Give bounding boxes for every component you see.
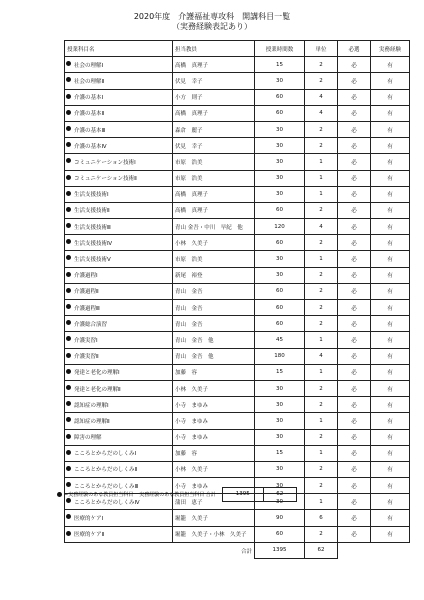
subject-label: 介護実習Ⅰ — [74, 337, 98, 344]
subject-cell — [65, 235, 173, 251]
hours-cell: 30 — [255, 461, 305, 477]
total-credits: 62 — [305, 542, 338, 558]
required-cell: 必 — [338, 186, 371, 202]
required-cell: 必 — [338, 121, 371, 137]
subject-label: 社会の理解Ⅱ — [74, 78, 105, 85]
required-cell: 必 — [338, 445, 371, 461]
experience-cell: 有 — [371, 283, 410, 299]
table-row — [65, 89, 410, 105]
table-row — [65, 429, 410, 445]
experience-cell: 有 — [371, 89, 410, 105]
hours-cell: 30 — [255, 138, 305, 154]
credits-cell: 4 — [305, 89, 338, 105]
experience-cell: 有 — [371, 510, 410, 526]
required-cell: 必 — [338, 429, 371, 445]
subject-cell — [65, 413, 173, 429]
required-cell: 必 — [338, 348, 371, 364]
subject-label: 介護過程Ⅲ — [74, 305, 100, 312]
credits-cell: 2 — [305, 283, 338, 299]
experience-marker-icon — [66, 531, 71, 536]
teacher-cell: 高橋 真理子 — [173, 57, 255, 73]
credits-cell: 1 — [305, 186, 338, 202]
required-cell: 必 — [338, 251, 371, 267]
table-row — [65, 251, 410, 267]
subject-label: 生活支援技術Ⅱ — [74, 208, 110, 215]
required-cell: 必 — [338, 267, 371, 283]
subject-label: こころとからだのしくみⅣ — [74, 499, 140, 506]
hours-cell: 60 — [255, 316, 305, 332]
hours-cell: 180 — [255, 348, 305, 364]
subject-cell — [65, 397, 173, 413]
teacher-cell: 小方 則子 — [173, 89, 255, 105]
subject-cell — [65, 510, 173, 526]
experience-cell: 有 — [371, 105, 410, 121]
subject-label: こころとからだのしくみⅢ — [74, 483, 139, 490]
table-row — [65, 73, 410, 89]
experience-cell: 有 — [371, 380, 410, 396]
subject-label: 認知症の理解Ⅰ — [74, 402, 109, 409]
experience-cell: 有 — [371, 461, 410, 477]
teacher-cell: 高橋 真理子 — [173, 186, 255, 202]
hours-cell: 120 — [255, 219, 305, 235]
experience-marker-icon — [66, 288, 71, 293]
experience-cell: 有 — [371, 300, 410, 316]
subject-cell — [65, 57, 173, 73]
experience-cell: 有 — [371, 57, 410, 73]
experience-marker-icon — [66, 417, 71, 422]
experience-marker-icon — [66, 401, 71, 406]
table-row — [65, 186, 410, 202]
course-table — [64, 40, 410, 559]
credits-cell: 2 — [305, 429, 338, 445]
subject-cell — [65, 105, 173, 121]
hours-cell: 45 — [255, 332, 305, 348]
hours-cell: 90 — [255, 510, 305, 526]
hours-cell: 60 — [255, 202, 305, 218]
table-row — [65, 267, 410, 283]
subject-label: 介護過程Ⅰ — [74, 273, 98, 280]
credits-cell: 1 — [305, 413, 338, 429]
hours-cell: 30 — [255, 397, 305, 413]
table-row — [65, 364, 410, 380]
required-cell: 必 — [338, 283, 371, 299]
header-required: 必選 — [338, 41, 371, 57]
subject-label: 医療的ケアⅠ — [74, 516, 104, 523]
subject-label: コミュニケーション技術Ⅰ — [74, 159, 136, 166]
subject-label: こころとからだのしくみⅡ — [74, 467, 138, 474]
subject-cell — [65, 251, 173, 267]
experience-marker-icon — [66, 434, 71, 439]
table-row — [65, 510, 410, 526]
credits-cell: 2 — [305, 267, 338, 283]
hours-cell: 30 — [255, 73, 305, 89]
required-cell: 必 — [338, 526, 371, 542]
table-row — [65, 283, 410, 299]
teacher-cell: 青山 金吾 — [173, 300, 255, 316]
subject-cell — [65, 332, 173, 348]
subject-label: 認知症の理解Ⅱ — [74, 418, 110, 425]
subject-cell — [65, 267, 173, 283]
hours-cell: 60 — [255, 235, 305, 251]
experience-cell: 有 — [371, 526, 410, 542]
credits-cell: 1 — [305, 170, 338, 186]
experience-marker-icon — [66, 158, 71, 163]
hours-cell: 60 — [255, 105, 305, 121]
table-row — [65, 170, 410, 186]
subject-label: 発達と老化の理解Ⅱ — [74, 386, 121, 393]
subject-cell — [65, 300, 173, 316]
hours-cell: 30 — [255, 170, 305, 186]
teacher-cell: 青山 金吾 他 — [173, 348, 255, 364]
table-row — [65, 300, 410, 316]
experience-cell: 有 — [371, 138, 410, 154]
subject-label: 介護総合演習 — [74, 321, 108, 328]
required-cell: 必 — [338, 300, 371, 316]
experience-marker-icon — [66, 353, 71, 358]
legend-hours: 1395 — [222, 487, 264, 502]
experience-marker-icon — [66, 320, 71, 325]
teacher-cell: 高橋 真理子 — [173, 202, 255, 218]
table-row — [65, 445, 410, 461]
teacher-cell: 青山 金吾 他 — [173, 332, 255, 348]
credits-cell: 1 — [305, 154, 338, 170]
total-blank — [65, 542, 173, 558]
subject-cell — [65, 283, 173, 299]
experience-cell: 有 — [371, 73, 410, 89]
teacher-cell: 森倉 麗子 — [173, 121, 255, 137]
subject-label: 介護実習Ⅱ — [74, 354, 99, 361]
subject-label: 介護の基本Ⅰ — [74, 95, 104, 102]
subject-cell — [65, 364, 173, 380]
subject-cell — [65, 186, 173, 202]
experience-marker-icon — [66, 255, 71, 260]
header-credits: 単位 — [305, 41, 338, 57]
required-cell: 必 — [338, 461, 371, 477]
experience-marker-icon — [66, 126, 71, 131]
subject-label: 医療的ケアⅡ — [74, 532, 105, 539]
teacher-cell: 市原 浩美 — [173, 170, 255, 186]
required-cell: 必 — [338, 332, 371, 348]
teacher-cell: 堀籠 久美子・小林 久美子 — [173, 526, 255, 542]
hours-cell: 60 — [255, 526, 305, 542]
required-cell: 必 — [338, 510, 371, 526]
table-row — [65, 121, 410, 137]
table-row — [65, 380, 410, 396]
teacher-cell: 小林 久美子 — [173, 235, 255, 251]
experience-marker-icon — [66, 466, 71, 471]
table-header-row — [65, 41, 410, 57]
hours-cell: 15 — [255, 364, 305, 380]
experience-marker-icon — [66, 272, 71, 277]
experience-cell: 有 — [371, 332, 410, 348]
subject-label: コミュニケーション技術Ⅱ — [74, 176, 137, 183]
page-title: 2020年度 介護福祉専攻科 開講科目一覧 — [133, 12, 291, 21]
required-cell: 必 — [338, 494, 371, 510]
experience-marker-icon — [66, 77, 71, 82]
hours-cell: 30 — [255, 429, 305, 445]
required-cell: 必 — [338, 170, 371, 186]
table-row — [65, 316, 410, 332]
subject-cell — [65, 429, 173, 445]
header-experience: 実務経験 — [371, 41, 410, 57]
credits-cell: 4 — [305, 348, 338, 364]
experience-marker-icon — [66, 110, 71, 115]
credits-cell: 2 — [305, 380, 338, 396]
subject-cell — [65, 73, 173, 89]
credits-cell: 4 — [305, 105, 338, 121]
table-row — [65, 461, 410, 477]
teacher-cell: 青山 金吾 — [173, 283, 255, 299]
experience-marker-icon — [66, 191, 71, 196]
experience-marker-icon — [66, 175, 71, 180]
required-cell: 必 — [338, 154, 371, 170]
experience-marker-icon — [66, 450, 71, 455]
table-row — [65, 202, 410, 218]
experience-cell: 有 — [371, 348, 410, 364]
teacher-cell: 堀籠 久美子 — [173, 510, 255, 526]
legend — [57, 487, 297, 501]
subject-label: 生活支援技術Ⅳ — [74, 240, 113, 247]
hours-cell: 15 — [255, 445, 305, 461]
subject-label: こころとからだのしくみⅠ — [74, 451, 137, 458]
subject-cell — [65, 461, 173, 477]
experience-marker-icon — [57, 492, 62, 497]
subject-cell — [65, 380, 173, 396]
hours-cell: 60 — [255, 300, 305, 316]
experience-marker-icon — [66, 336, 71, 341]
teacher-cell: 新尾 裕登 — [173, 267, 255, 283]
credits-cell: 1 — [305, 364, 338, 380]
subject-cell — [65, 316, 173, 332]
credits-cell: 2 — [305, 526, 338, 542]
required-cell: 必 — [338, 138, 371, 154]
experience-cell: 有 — [371, 429, 410, 445]
required-cell: 必 — [338, 105, 371, 121]
experience-cell: 有 — [371, 251, 410, 267]
required-cell: 必 — [338, 364, 371, 380]
experience-cell: 有 — [371, 154, 410, 170]
total-label: 合計 — [240, 548, 252, 555]
total-hours: 1395 — [255, 542, 305, 558]
subject-label: 介護過程Ⅱ — [74, 289, 99, 296]
subject-cell — [65, 202, 173, 218]
table-row — [65, 526, 410, 542]
subject-label: 生活支援技術Ⅲ — [74, 224, 111, 231]
legend-text: =実務経験のある教員担当科目 — [64, 491, 134, 498]
subject-label: 障害の理解 — [74, 435, 102, 442]
subject-cell — [65, 170, 173, 186]
experience-cell: 有 — [371, 478, 410, 494]
experience-cell: 有 — [371, 219, 410, 235]
table-row — [65, 57, 410, 73]
subject-label: 発達と老化の理解Ⅰ — [74, 370, 120, 377]
experience-cell: 有 — [371, 121, 410, 137]
subject-cell — [65, 348, 173, 364]
hours-cell: 30 — [255, 121, 305, 137]
subject-label: 社会の理解Ⅰ — [74, 62, 104, 69]
teacher-cell: 加藤 容 — [173, 364, 255, 380]
hours-cell: 30 — [255, 494, 305, 510]
teacher-cell: 小林 久美子 — [173, 461, 255, 477]
experience-cell: 有 — [371, 494, 410, 510]
credits-cell: 2 — [305, 121, 338, 137]
subject-label: 生活支援技術Ⅰ — [74, 192, 109, 199]
legend-subtotal-label: 実務経験のある教員担当科目 合計 — [139, 491, 216, 498]
required-cell: 必 — [338, 316, 371, 332]
subject-cell — [65, 138, 173, 154]
subject-cell — [65, 219, 173, 235]
credits-cell: 2 — [305, 461, 338, 477]
required-cell: 必 — [338, 413, 371, 429]
experience-marker-icon — [66, 61, 71, 66]
teacher-cell: 小寺 まゆみ — [173, 478, 255, 494]
experience-marker-icon — [66, 94, 71, 99]
credits-cell: 2 — [305, 202, 338, 218]
credits-cell: 2 — [305, 397, 338, 413]
teacher-cell: 小寺 まゆみ — [173, 429, 255, 445]
teacher-cell: 加藤 容 — [173, 445, 255, 461]
experience-cell: 有 — [371, 170, 410, 186]
hours-cell: 15 — [255, 57, 305, 73]
experience-cell: 有 — [371, 397, 410, 413]
experience-marker-icon — [66, 223, 71, 228]
teacher-cell: 青山 金吾 — [173, 316, 255, 332]
subject-cell — [65, 445, 173, 461]
required-cell: 必 — [338, 397, 371, 413]
table-row — [65, 219, 410, 235]
credits-cell: 2 — [305, 235, 338, 251]
table-row — [65, 332, 410, 348]
required-cell: 必 — [338, 380, 371, 396]
credits-cell: 6 — [305, 510, 338, 526]
experience-marker-icon — [66, 385, 71, 390]
subject-cell — [65, 526, 173, 542]
table-row — [65, 105, 410, 121]
table-row — [65, 348, 410, 364]
total-blank — [338, 542, 371, 558]
required-cell: 必 — [338, 89, 371, 105]
credits-cell: 4 — [305, 219, 338, 235]
required-cell: 必 — [338, 202, 371, 218]
required-cell: 必 — [338, 219, 371, 235]
teacher-cell: 小寺 まゆみ — [173, 397, 255, 413]
subject-cell — [65, 89, 173, 105]
credits-cell: 2 — [305, 300, 338, 316]
hours-cell: 30 — [255, 267, 305, 283]
credits-cell: 2 — [305, 57, 338, 73]
hours-cell: 30 — [255, 380, 305, 396]
hours-cell: 30 — [255, 154, 305, 170]
credits-cell: 1 — [305, 445, 338, 461]
hours-cell: 60 — [255, 283, 305, 299]
required-cell: 必 — [338, 478, 371, 494]
experience-cell: 有 — [371, 235, 410, 251]
credits-cell: 2 — [305, 73, 338, 89]
experience-cell: 有 — [371, 186, 410, 202]
experience-marker-icon — [66, 142, 71, 147]
teacher-cell: 小林 久美子 — [173, 380, 255, 396]
teacher-cell: 高橋 真理子 — [173, 105, 255, 121]
experience-cell: 有 — [371, 445, 410, 461]
total-row — [65, 542, 410, 558]
experience-marker-icon — [66, 207, 71, 212]
experience-cell: 有 — [371, 267, 410, 283]
experience-marker-icon — [66, 369, 71, 374]
teacher-cell: 青山 金吾・中川 早紀 他 — [173, 219, 255, 235]
table-row — [65, 154, 410, 170]
table-row — [65, 235, 410, 251]
table-row — [65, 397, 410, 413]
teacher-cell: 市原 浩美 — [173, 154, 255, 170]
subject-label: 生活支援技術Ⅴ — [74, 257, 111, 264]
subject-label: 介護の基本Ⅳ — [74, 143, 107, 150]
required-cell: 必 — [338, 235, 371, 251]
teacher-cell: 伏見 幸子 — [173, 138, 255, 154]
credits-cell: 2 — [305, 316, 338, 332]
required-cell: 必 — [338, 73, 371, 89]
experience-marker-icon — [66, 239, 71, 244]
subject-cell — [65, 154, 173, 170]
experience-marker-icon — [66, 304, 71, 309]
header-subject: 授業科目名 — [65, 41, 173, 57]
credits-cell: 1 — [305, 251, 338, 267]
table-row — [65, 413, 410, 429]
teacher-cell: 小寺 まゆみ — [173, 413, 255, 429]
credits-cell: 1 — [305, 332, 338, 348]
header-hours: 授業時間数 — [255, 41, 305, 57]
teacher-cell: 伏見 幸子 — [173, 73, 255, 89]
experience-cell: 有 — [371, 364, 410, 380]
hours-cell: 30 — [255, 251, 305, 267]
experience-cell: 有 — [371, 316, 410, 332]
hours-cell: 30 — [255, 478, 305, 494]
hours-cell: 30 — [255, 186, 305, 202]
credits-cell: 2 — [305, 138, 338, 154]
header-teacher: 担当教員 — [173, 41, 255, 57]
legend-credits: 62 — [264, 487, 297, 502]
table-row — [65, 138, 410, 154]
page-subtitle: （実務経験表記あり） — [172, 22, 252, 31]
subject-label: 介護の基本Ⅱ — [74, 111, 105, 118]
hours-cell: 30 — [255, 413, 305, 429]
subject-label: 介護の基本Ⅲ — [74, 127, 106, 134]
teacher-cell: 市原 浩美 — [173, 251, 255, 267]
required-cell: 必 — [338, 57, 371, 73]
subject-cell — [65, 121, 173, 137]
experience-marker-icon — [66, 514, 71, 519]
teacher-cell: 蒲田 恵子 — [173, 494, 255, 510]
credits-cell: 2 — [305, 478, 338, 494]
experience-cell: 有 — [371, 202, 410, 218]
credits-cell: 1 — [305, 494, 338, 510]
hours-cell: 60 — [255, 89, 305, 105]
total-blank — [371, 542, 410, 558]
experience-cell: 有 — [371, 413, 410, 429]
